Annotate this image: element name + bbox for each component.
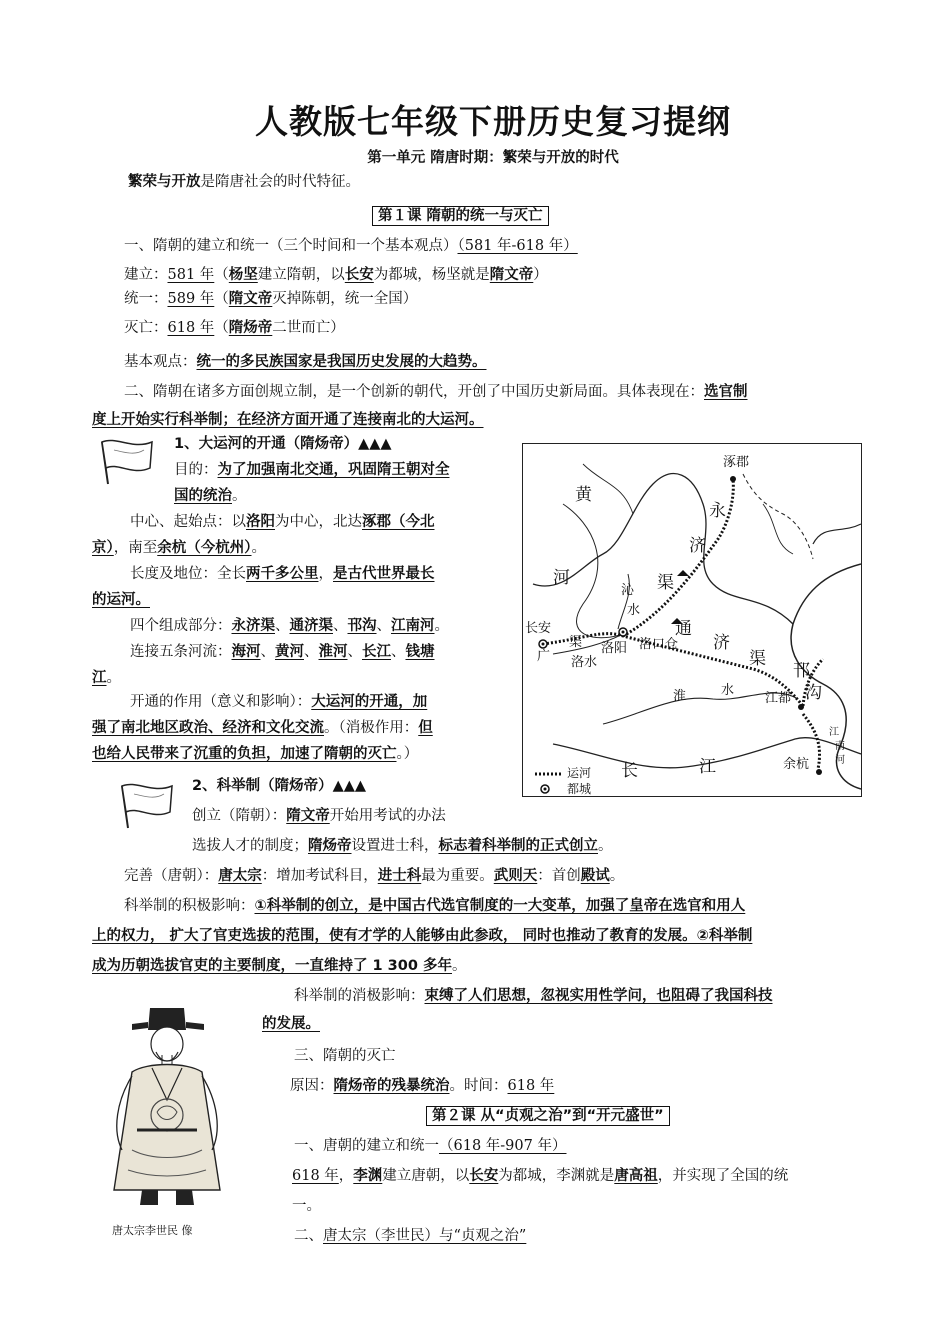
grand-canal-map <box>522 443 862 797</box>
page-title: 人教版七年级下册历史复习提纲 <box>255 102 731 141</box>
keju-tang-line: 完善（唐朝）：唐太宗：增加考试科目，进士科最为重要。武则天：首创殿试。 <box>124 868 625 884</box>
tang-found-line1: 618 年，李渊建立唐朝，以长安为都城，李渊就是唐高祖，并实现了全国的统 <box>292 1168 789 1184</box>
map-label-shui2: 水 <box>721 683 735 698</box>
canal-length-line2: 的运河。 <box>92 592 150 608</box>
canal-effect-line2: 强了南北地区政治、经济和文化交流。（消极作用：但 <box>92 720 433 736</box>
unit-title: 第一单元 隋唐时期：繁荣与开放的时代 <box>367 150 619 166</box>
map-label-luokoucang: 洛口仓 <box>639 637 679 652</box>
keju-positive-line2: 上的权力， 扩大了官吏选拔的范围，使有才学的人能够由此参政， 同时也推动了教育的发展。②科举制 <box>92 928 753 944</box>
map-label-he: 河 <box>553 568 570 588</box>
canal-effect-line3: 也给人民带来了沉重的负担，加速了隋朝的灭亡。） <box>92 746 419 762</box>
map-label-tong: 通 <box>675 619 692 639</box>
map-label-he2: 河 <box>835 755 845 766</box>
map-label-yong: 永 <box>709 501 726 521</box>
flag-icon <box>92 436 158 486</box>
map-legend-canal: 运河 <box>567 766 592 780</box>
keju-heading: 2、科举制（隋炀帝）▲▲▲ <box>192 778 367 794</box>
lesson2-section2-heading: 二、唐太宗（李世民）与“贞观之治” <box>294 1228 527 1244</box>
map-label-shui: 水 <box>627 603 641 618</box>
basic-view-line: 基本观点：统一的多民族国家是我国历史发展的大趋势。 <box>124 354 487 370</box>
keju-negative-line2: 的发展。 <box>262 1016 320 1032</box>
lesson1-title: 第１课 隋朝的统一与灭亡 <box>372 204 549 225</box>
keju-positive-line3: 成为历朝选拔官吏的主要制度，一直维持了 1 300 多年。 <box>92 958 467 974</box>
map-label-chang: 长 <box>621 761 638 781</box>
map-label-guang: 广 <box>537 649 551 664</box>
canal-aim-line2: 国的统治。 <box>174 488 247 504</box>
canal-rivers-line1: 连接五条河流：海河、黄河、淮河、长江、钱塘 <box>130 644 435 660</box>
section2-line1: 二、隋朝在诸多方面创规立制，是一个创新的朝代，开创了中国历史新局面。具体表现在：选官制 <box>124 384 748 400</box>
map-label-nan: 南 <box>835 741 845 752</box>
section3-line: 原因：隋炀帝的残暴统治。时间：618 年 <box>290 1078 555 1094</box>
map-label-qu1: 渠 <box>657 573 674 593</box>
map-label-han: 邗 <box>793 661 810 681</box>
canal-effect-line1: 开通的作用（意义和影响）：大运河的开通，加 <box>130 694 428 710</box>
map-label-jiangdu: 江都 <box>765 691 792 706</box>
map-label-zhuojun: 涿郡 <box>723 455 750 470</box>
canal-center-line1: 中心、起始点：以洛阳为中心，北达涿郡（今北 <box>130 514 435 530</box>
canal-aim-line1: 目的：为了加强南北交通，巩固隋王朝对全 <box>174 462 450 478</box>
lesson1-section1-heading: 一、隋朝的建立和统一（三个时间和一个基本观点）（581 年-618 年） <box>124 238 578 254</box>
fall-line: 灭亡：618 年（隋炀帝二世而亡） <box>124 320 345 336</box>
map-label-changan: 长安 <box>525 621 552 636</box>
map-legend-capital: 都城 <box>567 782 592 796</box>
flag-icon <box>112 780 178 830</box>
section2-line2: 度上开始实行科举制；在经济方面开通了连接南北的大运河。 <box>92 412 484 428</box>
keju-create-line2: 选拔人才的制度；隋炀帝设置进士科，标志着科举制的正式创立。 <box>192 838 613 854</box>
lesson2-title: 第２课 从“贞观之治”到“开元盛世” <box>426 1104 670 1125</box>
intro-line: 繁荣与开放是隋唐社会的时代特征。 <box>128 174 360 190</box>
canal-center-line2: 京），南至余杭（今杭州）。 <box>92 540 266 556</box>
map-label-luoshui: 洛水 <box>571 655 598 670</box>
map-label-gou: 沟 <box>805 683 822 703</box>
canal-rivers-line2: 江。 <box>92 670 121 686</box>
build-line: 建立：581 年（杨坚建立隋朝，以长安为都城，杨坚就是隋文帝） <box>124 267 548 283</box>
map-label-qin: 沁 <box>621 583 635 598</box>
keju-create-line1: 创立（隋朝）：隋文帝开始用考试的办法 <box>192 808 446 824</box>
portrait-caption: 唐太宗李世民 像 <box>112 1224 193 1237</box>
section3-heading: 三、隋朝的灭亡 <box>294 1048 396 1064</box>
map-label-yuhang: 余杭 <box>783 757 810 772</box>
tang-taizong-portrait <box>92 1000 242 1215</box>
map-label-jiang2: 江 <box>699 757 716 777</box>
canal-parts-line: 四个组成部分：永济渠、通济渠、邗沟、江南河。 <box>130 618 449 634</box>
map-label-jiang1: 江 <box>829 727 839 738</box>
keju-negative-line1: 科举制的消极影响：束缚了人们思想，忽视实用性学问，也阻碍了我国科技 <box>294 988 773 1004</box>
keju-positive-line1: 科举制的积极影响：①科举制的创立，是中国古代选官制度的一大变革，加强了皇帝在选官和用人 <box>124 898 746 914</box>
canal-heading: 1、大运河的开通（隋炀帝）▲▲▲ <box>174 436 392 452</box>
map-label-ji2: 济 <box>713 633 730 653</box>
map-label-huang: 黄 <box>575 485 592 505</box>
lesson2-section1-heading: 一、唐朝的建立和统一（618 年-907 年） <box>294 1138 567 1154</box>
map-label-qu3: 渠 <box>749 649 766 669</box>
map-drawing <box>523 444 861 796</box>
map-label-huai: 淮 <box>673 689 687 704</box>
map-label-qu2: 渠 <box>569 635 583 650</box>
canal-length-line1: 长度及地位：全长两千多公里，是古代世界最长 <box>130 566 435 582</box>
map-label-luoyang: 洛阳 <box>601 641 628 656</box>
tang-found-line2: 一。 <box>292 1198 321 1214</box>
unify-line: 统一：589 年（隋文帝灭掉陈朝，统一全国） <box>124 291 418 307</box>
map-label-ji1: 济 <box>689 536 706 556</box>
